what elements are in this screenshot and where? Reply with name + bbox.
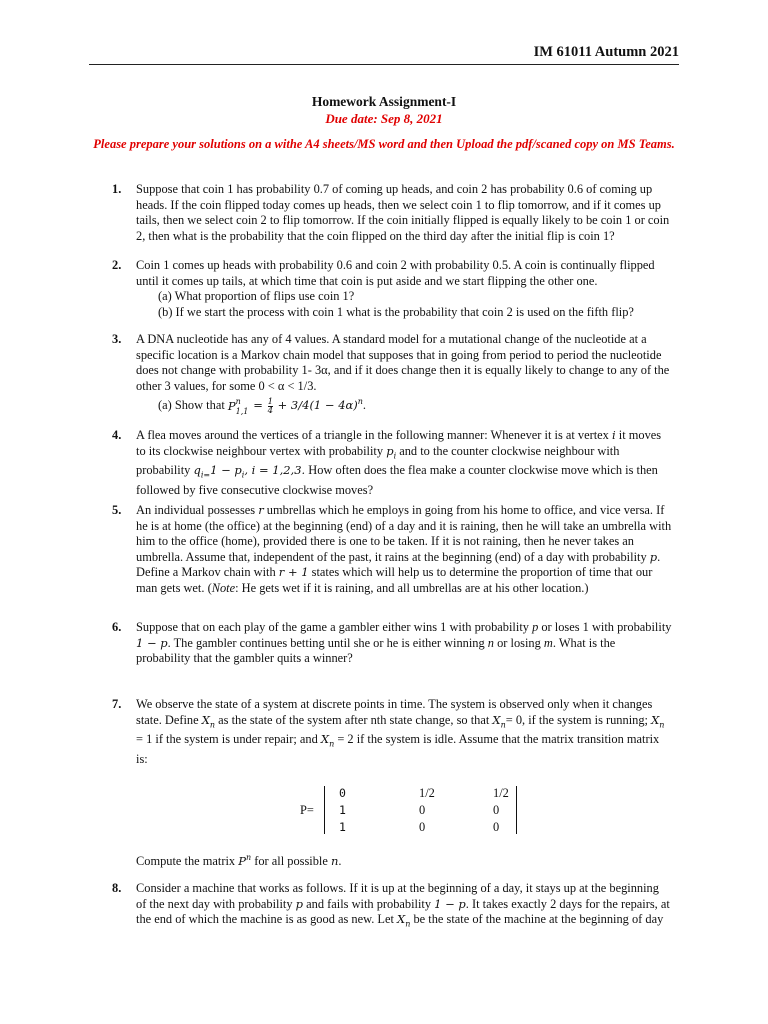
question-5 [112,503,672,597]
question-number: 2. [112,258,122,272]
sub-question-b: (b) If we start the process with coin 1 what is the probability that coin 2 is used on the fifth flip? [158,304,634,319]
question-3 [112,332,672,415]
sub-question-a: (a) What proportion of flips use coin 1? [158,289,355,304]
question-7 [112,697,672,768]
math-p-matrix: P n 1,1 [227,396,249,416]
question-7-compute [112,850,672,869]
matrix-cell: 1 [339,803,346,817]
question-text: An individual possesses r umbrellas which he employs in going from his home to office, and vice versa. If he is at home (the office) at the beginning (end) of a day and it is raining, then he will take an umbrella with him to the office (home), provided there is one to be taken. If it is not raining, then he never takes an umbrella. Assume that, independent of the past, it rains at the beginning (end) of a day with probability p. Define a Markov chain with r + 1 states which will help us to determine the proportion of time that our man gets wet. (Note: He gets wet if it is raining, and all umbrellas are at his other location.) [136,503,672,595]
matrix-cell: 0 [493,820,500,834]
question-number: 1. [112,182,122,196]
transition-matrix [300,786,540,836]
matrix-right-bracket [516,786,517,834]
question-text: Suppose that coin 1 has probability 0.7 of coming up heads, and coin 2 has probability 0.6 of coming up heads. If the coin flipped today comes up heads, then we select coin 1 to flip tomorrow, and if it comes up tails, then we select coin 2 to flip tomorrow. If the coin initially flipped is equally likely to be coin 1 or coin 2, then what is the probability that the coin flipped on the third day after the initial flip is coin 1? [136,182,670,243]
course-code: IM 61011 Autumn 2021 [533,44,679,60]
matrix-cell: 0 [419,820,426,834]
matrix-cell: 1/2 [419,786,435,800]
question-number: 4. [112,428,122,442]
matrix-cell: 0 [493,803,500,817]
question-text: A flea moves around the vertices of a triangle in the following manner: Whenever it is at vertex i it moves to its clockwise neighbour vertex with probability $p_i$ and to the counter clockwise neighbour with probability $q_{i=}1 - p_i$, i = 1,2,3. How often does the flea make a counter clockwise move which is then followed by five consecutive clockwise moves? [136,428,662,498]
question-text: Compute the matrix $P^n$ for all possible n. [136,853,342,868]
submission-instructions: Please prepare your solutions on a withe A4 sheets/MS word and then Upload the pdf/scaned copy on MS Teams. [93,137,675,151]
fraction-one-quarter: $\frac{1}{4}$ [267,397,273,417]
header-rule [89,64,679,65]
matrix-cell: 0 [419,803,426,817]
matrix-cell: 0 [339,786,346,800]
matrix-label: P= [300,803,314,817]
question-6 [112,620,672,667]
question-number: 3. [112,332,122,346]
question-text: Consider a machine that works as follows. If it is up at the beginning of a day, it stays up at the beginning of the next day with probability p and fails with probability 1 − p. It takes exactly 2 days for the repairs, at the end of which the machine is as good as new. Let $X_n$ be the state of the machine at the beginning of day [136,881,670,929]
question-text: Coin 1 comes up heads with probability 0.6 and coin 2 with probability 0.5. A coin is continually flipped until it comes up tails, at which time that coin is put aside and we start flipping the other one. [136,258,655,288]
matrix-cell: 1 [339,820,346,834]
question-4 [112,428,672,499]
sub-question-a: (a) Show that P n 1,1 = $\frac{1}{4}$ + $3/4(1 - 4\alpha)^n$. [158,396,367,417]
question-number: 8. [112,881,122,895]
question-2 [112,258,672,320]
question-number: 7. [112,697,122,711]
question-text: A DNA nucleotide has any of 4 values. A standard model for a mutational change of the nucleotide at a specific location is a Markov chain model that supposes that in going from period to period the nucleotide does not change with probability 1- 3α, and if it does change then it is equally likely to change to any of the other 3 values, for some 0 < α < 1/3. [136,332,670,393]
question-number: 6. [112,620,122,634]
due-date: Due date: Sep 8, 2021 [325,111,443,126]
assignment-title: Homework Assignment-I [311,94,457,109]
question-text: Suppose that on each play of the game a gambler either wins 1 with probability p or loses 1 with probability 1 − p. The gambler continues betting until she or he is either winning n or losing m. What is the probability that the gambler quits a winner? [136,620,672,666]
question-1 [112,182,672,244]
question-8 [112,881,672,932]
question-text: We observe the state of a system at discrete points in time. The system is observed only when it changes state. Define $X_n$ as the state of the system after nth state change, so that $X_n= 0$, if the system is running; $X_n = 1$ if the system is under repair; and $X_n = 2$ if the system is idle. Assume that the matrix transition matrix is: [136,697,665,767]
question-number: 5. [112,503,122,517]
matrix-left-bracket [324,786,325,834]
matrix-cell: 1/2 [493,786,509,800]
